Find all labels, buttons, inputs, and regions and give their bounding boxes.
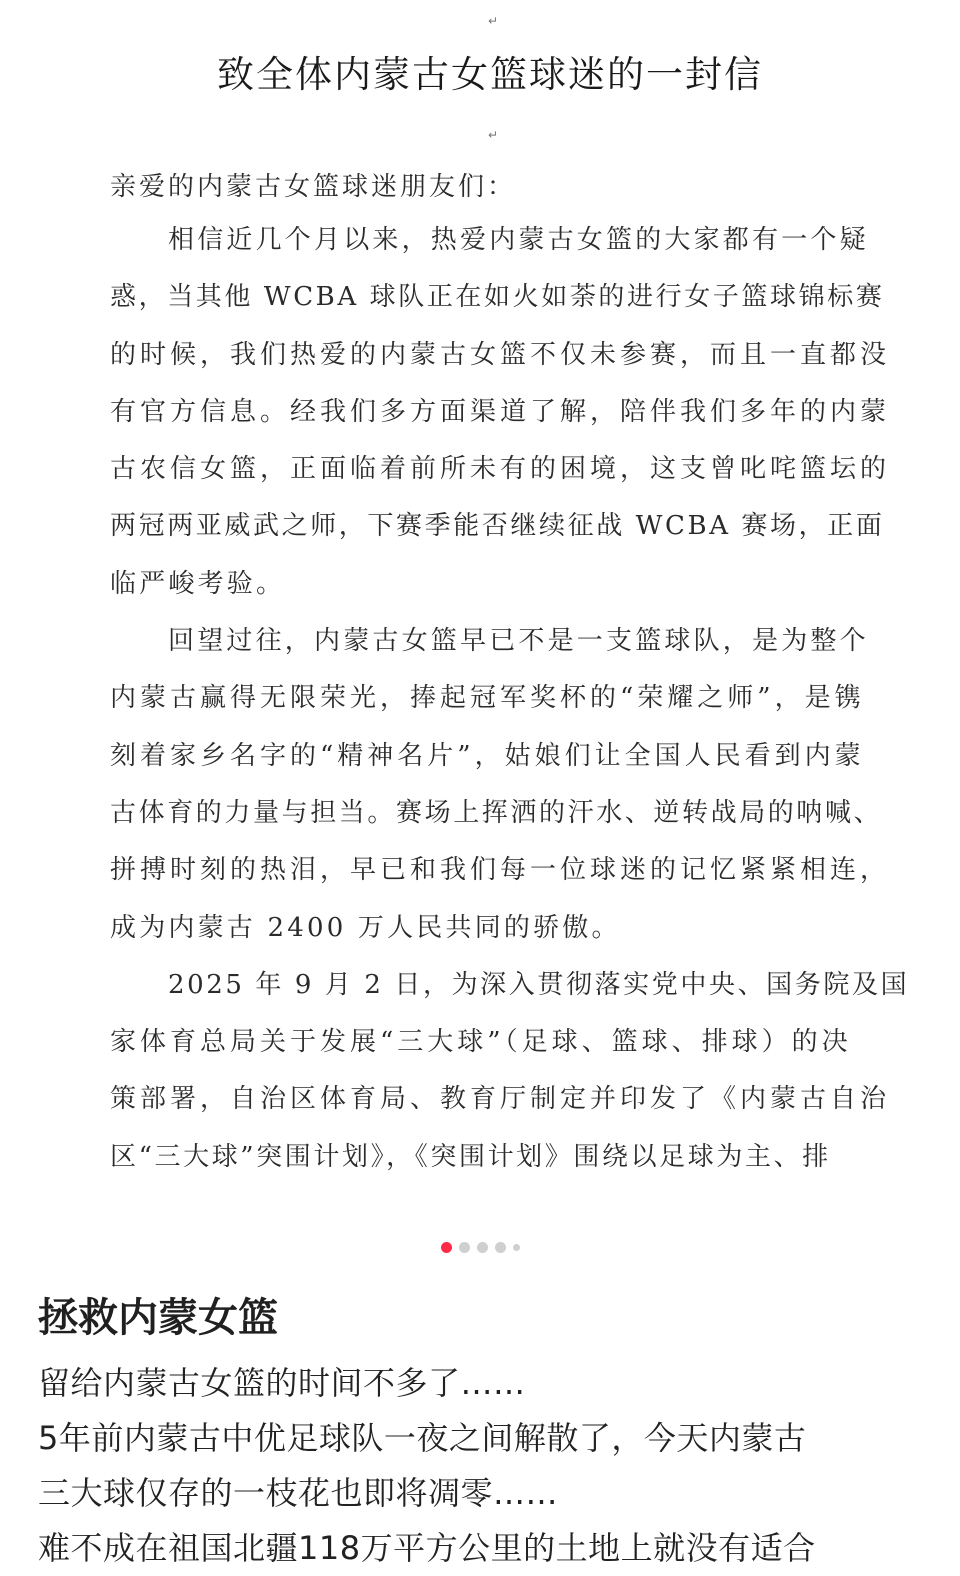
- letter-line: 家体育总局关于发展“三大球”（足球、篮球、排球）的决: [110, 1027, 852, 1058]
- letter-title: 致全体内蒙古女篮球迷的一封信: [217, 53, 763, 96]
- pager-dot[interactable]: [441, 1242, 452, 1253]
- paragraph-mark: ↵: [488, 14, 499, 28]
- letter-line: 的时候，我们热爱的内蒙古女篮不仅未参赛，而且一直都没: [110, 339, 891, 370]
- letter-body: [110, 212, 910, 1186]
- pager-dot[interactable]: [495, 1242, 506, 1253]
- letter-line: 相信近几个月以来，热爱内蒙古女篮的大家都有一个疑: [168, 225, 869, 255]
- post-body: [38, 1356, 938, 1576]
- letter-line: 回望过往，内蒙古女篮早已不是一支篮球队，是为整个: [168, 626, 869, 657]
- post-line: 5年前内蒙古中优足球队一夜之间解散了，今天内蒙古: [38, 1419, 807, 1457]
- letter-line: 2025 年 9 月 2 日，为深入贯彻落实党中央、国务院及国: [168, 969, 910, 1000]
- letter-line: 内蒙古赢得无限荣光，捧起冠军奖杯的“荣耀之师”，是镌: [110, 683, 865, 714]
- letter-greeting: 亲爱的内蒙古女篮球迷朋友们：: [110, 172, 517, 202]
- letter-line: 成为内蒙古 2400 万人民共同的骄傲。: [110, 912, 621, 943]
- letter-line: 临严峻考验。: [110, 568, 286, 599]
- post-title: 拯救内蒙女篮: [38, 1295, 278, 1341]
- letter-line: 拼搏时刻的热泪，早已和我们每一位球迷的记忆紧紧相连，: [110, 855, 891, 886]
- letter-line: 策部署，自治区体育局、教育厅制定并印发了《内蒙古自治: [110, 1084, 891, 1115]
- letter-line: 古体育的力量与担当。赛场上挥洒的汗水、逆转战局的呐喊、: [110, 797, 883, 828]
- letter-line: 古农信女篮，正面临着前所未有的困境，这支曾叱咤篮坛的: [110, 454, 891, 485]
- post-line: 难不成在祖国北疆118万平方公里的土地上就没有适合: [38, 1529, 816, 1567]
- post-line: 留给内蒙古女篮的时间不多了……: [38, 1364, 526, 1402]
- letter-line: 惑，当其他 WCBA 球队正在如火如荼的进行女子篮球锦标赛: [110, 282, 885, 313]
- pager-dot[interactable]: [513, 1244, 520, 1251]
- carousel-pager[interactable]: [0, 1240, 960, 1254]
- letter-line: 区“三大球”突围计划》，《突围计划》围绕以足球为主、排: [110, 1141, 831, 1172]
- pager-dot[interactable]: [459, 1242, 470, 1253]
- letter-line: 两冠两亚威武之师，下赛季能否继续征战 WCBA 赛场，正面: [110, 511, 885, 542]
- post-line: 三大球仅存的一枝花也即将凋零……: [38, 1474, 559, 1512]
- pager-dot[interactable]: [477, 1242, 488, 1253]
- letter-line: 刻着家乡名字的“精神名片”，姑娘们让全国人民看到内蒙: [110, 740, 865, 771]
- paragraph-mark: ↵: [488, 128, 499, 142]
- letter-line: 有官方信息。经我们多方面渠道了解，陪伴我们多年的内蒙: [110, 396, 891, 427]
